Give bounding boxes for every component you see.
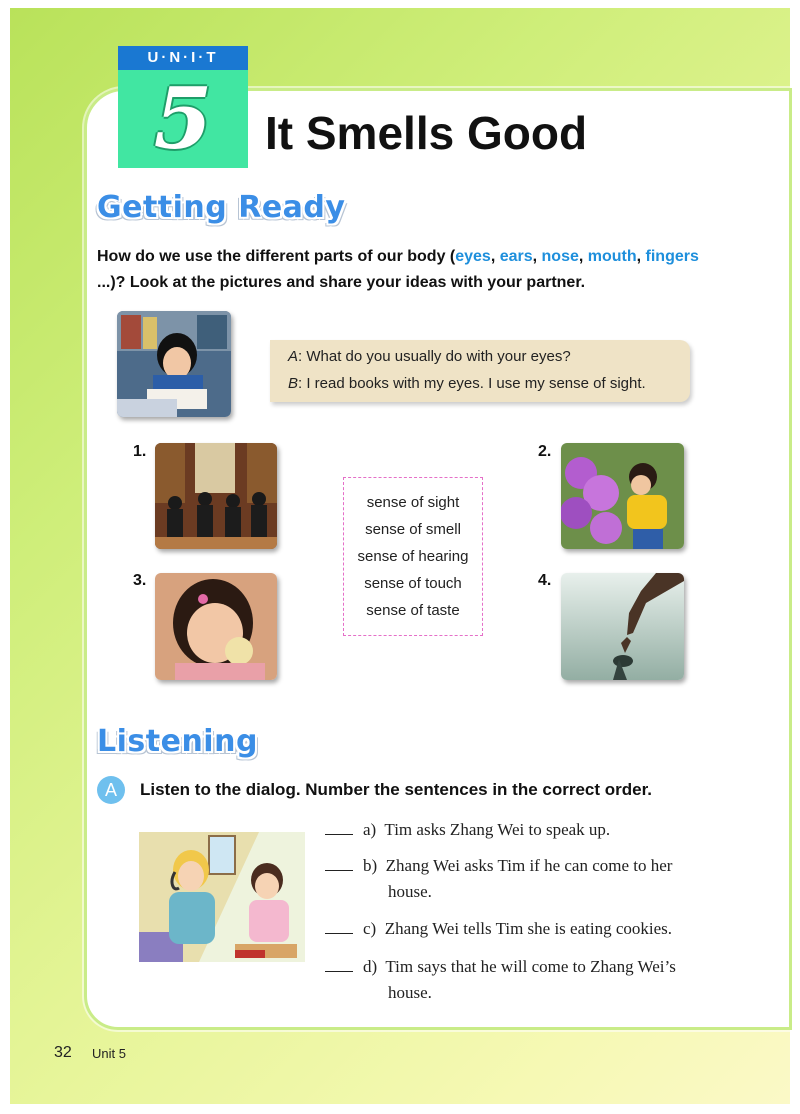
reading-girl-photo: [117, 311, 231, 417]
answer-blank-c[interactable]: [325, 919, 353, 934]
sentence-b-line2: house.: [388, 882, 432, 901]
touching-hand-photo: [561, 573, 684, 680]
picture-number-3: 3.: [133, 572, 147, 589]
example-dialog: [270, 340, 690, 402]
keyword-ears: ears: [499, 248, 533, 265]
sentence-d: [325, 957, 676, 977]
word-sense-of-touch: sense of touch: [364, 575, 462, 592]
word-sense-of-sight: sense of sight: [366, 494, 460, 511]
intro-suffix: )? Look at the pictures and share your ideas with your partner.: [110, 274, 586, 291]
sentence-text: Tim asks Zhang Wei to speak up.: [384, 820, 611, 839]
keyword-nose: nose: [541, 248, 579, 265]
unit-badge: [118, 46, 248, 168]
sentence-text: Zhang Wei tells Tim she is eating cookies.: [384, 919, 673, 938]
sentence-c: [325, 919, 672, 939]
sentence-b: [325, 856, 672, 876]
sep: ,: [532, 248, 542, 265]
dialog-line-b: [288, 375, 646, 392]
sep: ,: [578, 248, 588, 265]
sentence-letter: a): [363, 820, 377, 839]
keyword-fingers: fingers: [645, 248, 699, 265]
speaker-b: B: [288, 375, 299, 392]
keyword-mouth: mouth: [587, 248, 637, 265]
sentence-letter: b): [363, 856, 378, 875]
phone-call-illustration: [139, 832, 305, 962]
answer-blank-d[interactable]: [325, 957, 353, 972]
listening-instruction: Listen to the dialog. Number the sentences in the correct order.: [140, 780, 652, 799]
getting-ready-heading: Getting Ready: [97, 190, 346, 225]
word-sense-of-smell: sense of smell: [365, 521, 461, 538]
page-title: It Smells Good: [265, 107, 588, 159]
footer-unit-label: Unit 5: [92, 1046, 126, 1061]
smelling-flowers-photo: [561, 443, 684, 549]
ellipsis: ...: [97, 274, 111, 291]
word-sense-of-hearing: sense of hearing: [357, 548, 469, 565]
answer-blank-a[interactable]: [325, 820, 353, 835]
senses-word-box: [343, 477, 483, 636]
sentence-text: Tim says that he will come to Zhang Wei’s: [385, 957, 676, 976]
sep: ,: [636, 248, 646, 265]
picture-number-1: 1.: [133, 443, 147, 460]
page-number: 32: [54, 1044, 72, 1061]
sep: ,: [490, 248, 500, 265]
activity-a-badge: A: [97, 776, 125, 804]
sentence-letter: c): [363, 919, 377, 938]
sentence-d-line2: house.: [388, 983, 432, 1002]
unit-label: U·N·I·T: [118, 46, 248, 70]
listening-heading: Listening: [97, 724, 258, 759]
speaker-a: A: [288, 348, 299, 365]
unit-number: 5: [118, 70, 248, 168]
keyword-eyes: eyes: [455, 248, 491, 265]
picture-number-2: 2.: [538, 443, 552, 460]
eating-girl-photo: [155, 573, 277, 680]
dialog-b-text: : I read books with my eyes. I use my sense of sight.: [298, 375, 646, 392]
sentence-a: [325, 820, 610, 840]
word-sense-of-taste: sense of taste: [366, 602, 460, 619]
sentence-text: Zhang Wei asks Tim if he can come to her: [385, 856, 673, 875]
answer-blank-b[interactable]: [325, 856, 353, 871]
intro-text: [97, 244, 717, 296]
orchestra-photo: [155, 443, 277, 549]
picture-number-4: 4.: [538, 572, 552, 589]
sentence-letter: d): [363, 957, 378, 976]
intro-prefix: How do we use the different parts of our body (: [97, 248, 456, 265]
dialog-a-text: : What do you usually do with your eyes?: [298, 348, 571, 365]
dialog-line-a: [288, 348, 571, 365]
